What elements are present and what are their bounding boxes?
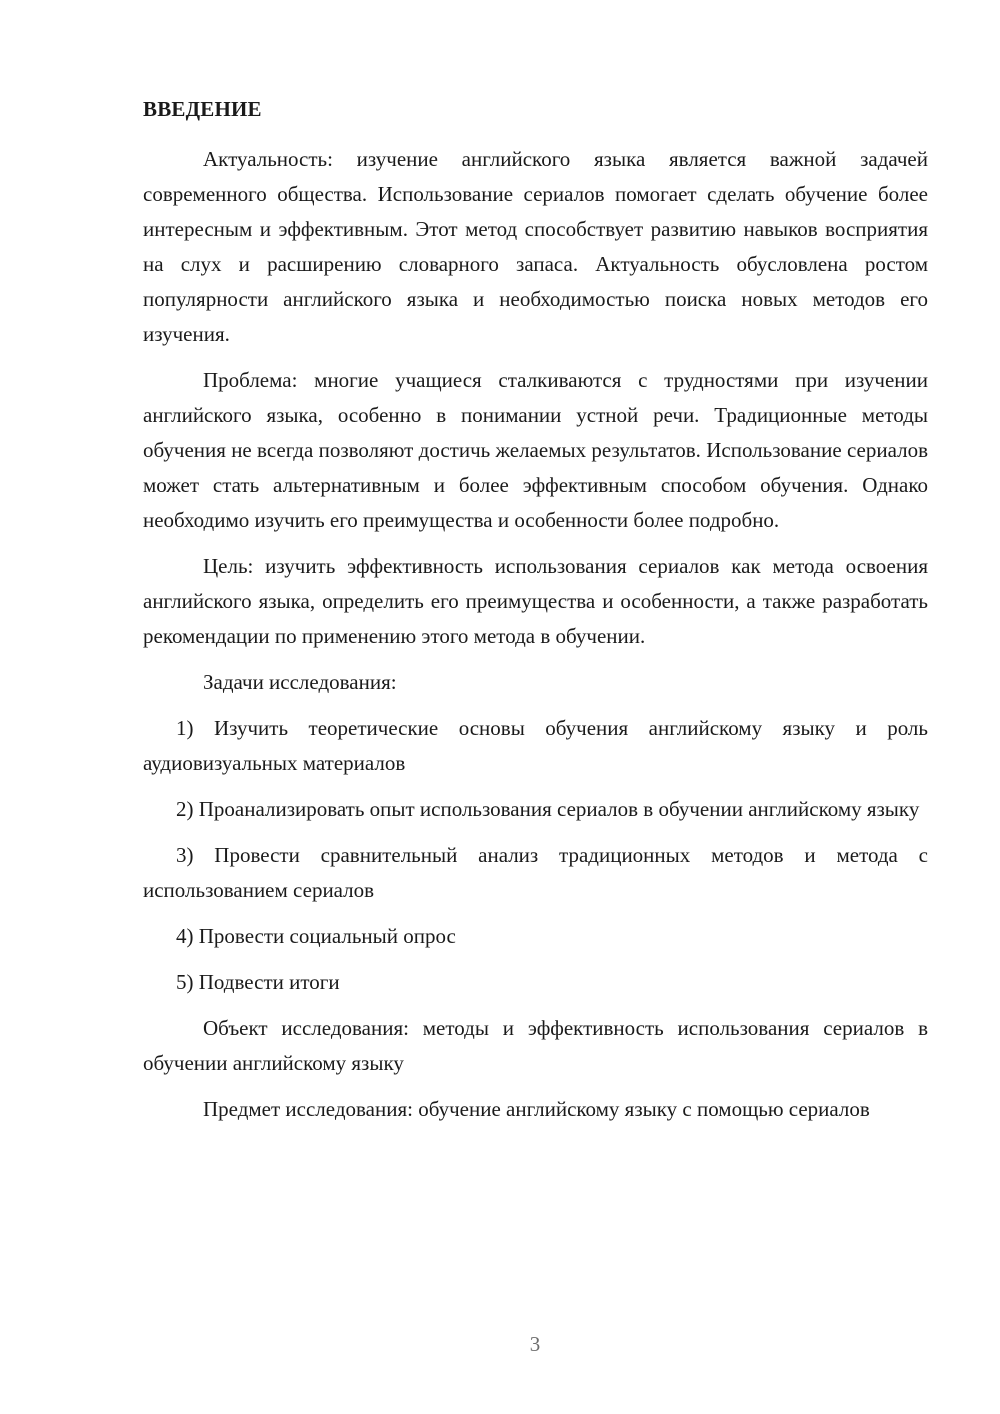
page-title: ВВЕДЕНИЕ (143, 97, 262, 121)
problem-paragraph: Проблема: многие учащиеся сталкиваются с трудностями при изучении английского языка, особенно в понимании устной речи. Традиционные методы обучения не всегда позволяют достичь желаемых результатов. Использование сериалов может стать альтернативным и более эффективным способом обучения. Однако необходимо изучить его преимущества и особенности более подробно. (143, 368, 928, 532)
object-paragraph: Объект исследования: методы и эффективность использования сериалов в обучении английскому языку (143, 1016, 928, 1075)
page-number: 3 (529, 1332, 541, 1356)
goal-paragraph: Цель: изучить эффективность использования сериалов как метода освоения английского языка, определить его преимущества и особенности, а также разработать рекомендации по применению этого метода в обучении. (143, 554, 928, 648)
subject-paragraph: Предмет исследования: обучение английскому языку с помощью сериалов (203, 1097, 870, 1121)
relevance-paragraph: Актуальность: изучение английского языка является важной задачей современного общества. Использование сериалов помогает сделать обучение более интересным и эффективным. Этот метод способствует развитию навыков восприятия на слух и расширению словарного запаса. Актуальность обусловлена ростом популярности английского языка и необходимостью поиска новых методов его изучения. (143, 147, 928, 346)
document-page (143, 92, 928, 1138)
task-item-3: 3) Провести сравнительный анализ традиционных методов и метода с использованием сериалов (143, 843, 928, 902)
task-item-1: 1) Изучить теоретические основы обучения английскому языку и роль аудиовизуальных материалов (143, 716, 928, 775)
task-item-2: 2) Проанализировать опыт использования сериалов в обучении английскому языку (176, 797, 920, 821)
task-item-4: 4) Провести социальный опрос (176, 924, 456, 948)
tasks-heading: Задачи исследования: (203, 670, 397, 694)
task-item-5: 5) Подвести итоги (176, 970, 340, 994)
